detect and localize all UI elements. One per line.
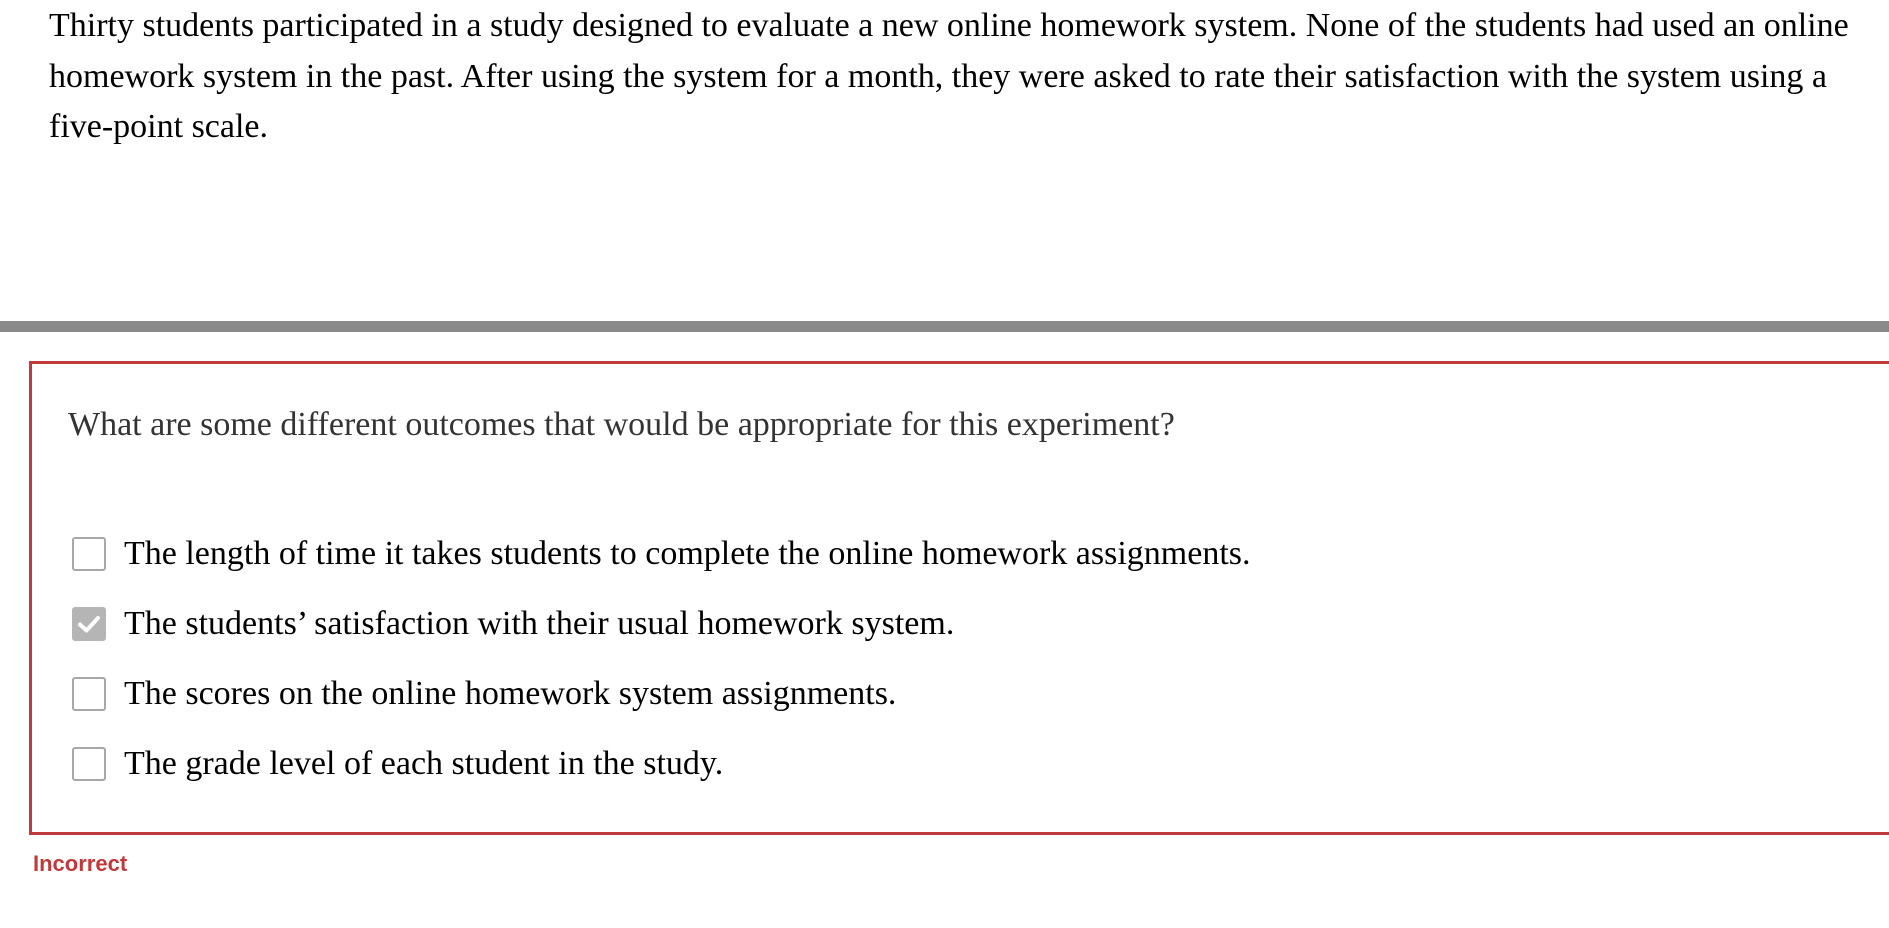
answer-label: The scores on the online homework system assignments.: [124, 675, 897, 712]
question-text: What are some different outcomes that would be appropriate for this experiment?: [68, 406, 1175, 443]
answer-option[interactable]: [72, 589, 1251, 659]
question-container: [29, 361, 1889, 835]
answer-label: The students’ satisfaction with their usual homework system.: [124, 605, 955, 642]
answer-checkbox[interactable]: [72, 747, 106, 781]
answer-option[interactable]: [72, 519, 1251, 589]
section-divider: [0, 321, 1889, 332]
answer-option[interactable]: [72, 729, 1251, 799]
answer-checkbox[interactable]: [72, 677, 106, 711]
answer-checkbox[interactable]: [72, 537, 106, 571]
answer-checkbox[interactable]: [72, 607, 106, 641]
problem-statement: Thirty students participated in a study designed to evaluate a new online homework system. None of the students had used an online homework system in the past. After using the system for a month, they were asked to rate their satisfaction with the system using a five-point scale.: [49, 7, 1849, 145]
answer-options: [72, 519, 1251, 799]
answer-label: The grade level of each student in the study.: [124, 745, 724, 782]
check-icon: [77, 614, 101, 634]
answer-label: The length of time it takes students to complete the online homework assignments.: [124, 535, 1251, 572]
answer-option[interactable]: [72, 659, 1251, 729]
feedback-status: Incorrect: [33, 851, 128, 876]
